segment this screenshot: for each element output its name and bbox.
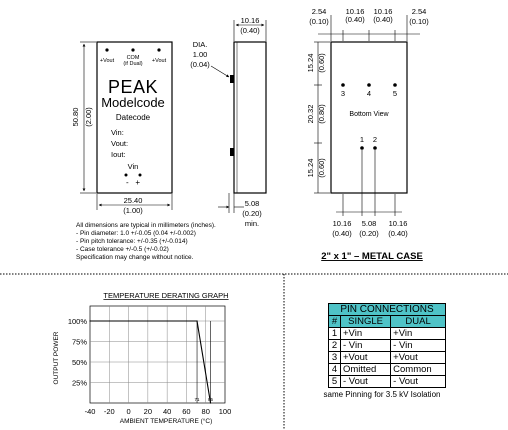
vin-pin-dot (125, 174, 128, 177)
note-line: - Pin pitch tolerance: +/-0.35 (+/-0.014) (76, 238, 188, 245)
depth-dim-in: (0.40) (240, 26, 260, 35)
pin-single: +Vout (341, 352, 391, 364)
front-pin-dot (105, 48, 108, 51)
depth-dim-mm: 10.16 (240, 16, 260, 25)
bottom-view (306, 7, 429, 238)
side-dim-bottom-mm: 15.24 (306, 158, 315, 178)
model-code: Modelcode (101, 95, 165, 110)
chart-xlabel: AMBIENT TEMPERATURE (°C) (119, 418, 213, 425)
side-dim-bottom-in: (0.60) (317, 158, 326, 178)
top-dim-mid2-in: (0.40) (373, 15, 393, 24)
pin-row (329, 340, 446, 352)
height-dim-in: (2.00) (84, 107, 93, 127)
bottom-pin-3 (341, 83, 345, 87)
pin-length-min: min. (244, 219, 260, 228)
top-dim-left-in: (0.10) (309, 17, 329, 26)
side-dim-top-in: (0.60) (317, 53, 326, 73)
bottom-pin-2 (373, 146, 377, 150)
bottom-pin-1 (360, 146, 364, 150)
top-dim-left-mm: 2.54 (311, 7, 327, 16)
pin-number-5: 5 (392, 89, 398, 98)
chart-title: TEMPERATURE DERATING GRAPH (103, 291, 229, 300)
pin-num: 3 (329, 352, 341, 364)
top-pin-label-vout1: +Vout (99, 58, 115, 64)
pin-single: - Vout (341, 376, 391, 388)
pin-row (329, 376, 446, 388)
pin-dual: +Vin (391, 328, 446, 340)
chart-y-tick-label: 25% (71, 378, 87, 388)
pin-dual: - Vin (391, 340, 446, 352)
pin-length-mm: 5.08 (244, 199, 260, 208)
note-line: - Pin diameter: 1.0 +/-0.05 (0.04 +/-0.002) (76, 230, 196, 237)
top-pin-label-vout2: +Vout (151, 58, 167, 64)
front-view (71, 42, 172, 215)
derating-chart (53, 291, 231, 425)
dia-mm: 1.00 (192, 50, 208, 59)
side-dim-top-mm: 15.24 (306, 53, 315, 73)
dia-in: (0.04) (190, 60, 210, 69)
chart-x-ticks (85, 407, 232, 416)
chart-y-ticks (68, 317, 88, 388)
brand-logo: PEAK (107, 77, 159, 97)
side-dim-mid-in: (0.80) (317, 104, 326, 124)
height-dim-mm: 50.80 (71, 107, 80, 127)
width-dim-mm: 25.40 (123, 196, 143, 205)
pin-dual: +Vout (391, 352, 446, 364)
spec-iout: Iout: (111, 150, 126, 159)
pin-num: 2 (329, 340, 341, 352)
side-case-outline (234, 42, 266, 193)
top-dim-mid1-mm: 10.16 (345, 7, 365, 16)
bottom-dim-mid-mm: 5.08 (361, 219, 377, 228)
case-label: 2" x 1" – METAL CASE (321, 251, 423, 262)
pin-number-4: 4 (366, 89, 372, 98)
chart-x-tick-label: 100 (218, 407, 232, 416)
pin-single: - Vin (341, 340, 391, 352)
chart-marker-label: 85 (208, 397, 214, 402)
note-line: - Case tolerance +/-0.5 (+/-0.02) (76, 246, 169, 253)
dia-leader (211, 66, 229, 77)
chart-ylabel: OUTPUT POWER (53, 331, 60, 385)
vin-polarity: - + (125, 178, 141, 187)
pin-num: 1 (329, 328, 341, 340)
vin-label: Vin (127, 162, 139, 171)
pin-number-3: 3 (340, 89, 346, 98)
bottom-dim-left-mm: 10.16 (332, 219, 352, 228)
pin-dual: - Vout (391, 376, 446, 388)
chart-point (89, 320, 90, 321)
pin-header-dual: DUAL (391, 316, 446, 328)
pin-table-title: PIN CONNECTIONS (329, 304, 446, 316)
top-dim-mid1-in: (0.40) (345, 15, 365, 24)
chart-marker-label: 71 (194, 397, 200, 402)
chart-x-tick-label: 20 (143, 407, 153, 416)
vin-pin-dot (139, 174, 142, 177)
pin-dual: Common (391, 364, 446, 376)
front-pin-dot (157, 48, 160, 51)
pin-length-in: (0.20) (242, 209, 262, 218)
chart-y-tick-label: 100% (67, 317, 87, 326)
spec-vout: Vout: (111, 139, 129, 148)
pin-single: +Vin (341, 328, 391, 340)
pin-num: 4 (329, 364, 341, 376)
chart-y-tick-label: 50% (71, 358, 87, 367)
front-pin-dot (131, 48, 134, 51)
side-view (190, 16, 266, 228)
top-pin-label-com: COM (126, 55, 140, 61)
pin-header-num: # (329, 316, 341, 328)
bottom-pin-5 (393, 83, 397, 87)
chart-x-tick-label: -20 (103, 407, 115, 416)
side-dim-mid-mm: 20.32 (306, 104, 315, 124)
com-note: (if Dual) (123, 61, 143, 67)
bottom-pin-4 (367, 83, 371, 87)
note-line: All dimensions are typical in millimeters (inches). (76, 222, 216, 229)
top-dim-mid2-mm: 10.16 (373, 7, 393, 16)
dimension-notes (76, 222, 216, 261)
top-dim-right-mm: 2.54 (411, 7, 427, 16)
spec-vin: Vin: (111, 128, 124, 137)
chart-x-tick-label: 0 (126, 407, 131, 416)
pin-row (329, 328, 446, 340)
bottom-dim-left-in: (0.40) (332, 229, 352, 238)
pin-table (328, 303, 446, 388)
pin-num: 5 (329, 376, 341, 388)
chart-y-tick-label: 75% (71, 337, 87, 347)
bottom-view-label: Bottom View (349, 111, 389, 118)
chart-x-tick-label: 60 (182, 407, 191, 416)
chart-x-tick-label: 40 (162, 407, 172, 416)
bottom-dim-right-mm: 10.16 (388, 219, 408, 228)
chart-x-tick-label: 80 (201, 407, 210, 416)
chart-x-tick-label: -40 (84, 407, 96, 416)
note-line: Specification may change without notice. (76, 254, 194, 261)
pin-number-2: 2 (372, 135, 378, 144)
pin-row (329, 364, 446, 376)
bottom-dim-right-in: (0.40) (388, 229, 408, 238)
width-dim-in: (1.00) (123, 206, 143, 215)
side-pin-top (230, 75, 234, 83)
pin-table-note: same Pinning for 3.5 kV Isolation (323, 390, 441, 399)
pin-header-single: SINGLE (341, 316, 391, 328)
pin-single: Omitted (341, 364, 391, 376)
pin-number-1: 1 (359, 135, 365, 144)
pin-row (329, 352, 446, 364)
date-code: Datecode (115, 113, 151, 122)
side-pin-bottom (230, 148, 234, 156)
pin-connections (323, 303, 446, 399)
bottom-dim-mid-in: (0.20) (359, 229, 379, 238)
top-dim-right-in: (0.10) (409, 17, 429, 26)
dia-label: DIA. (192, 40, 208, 49)
